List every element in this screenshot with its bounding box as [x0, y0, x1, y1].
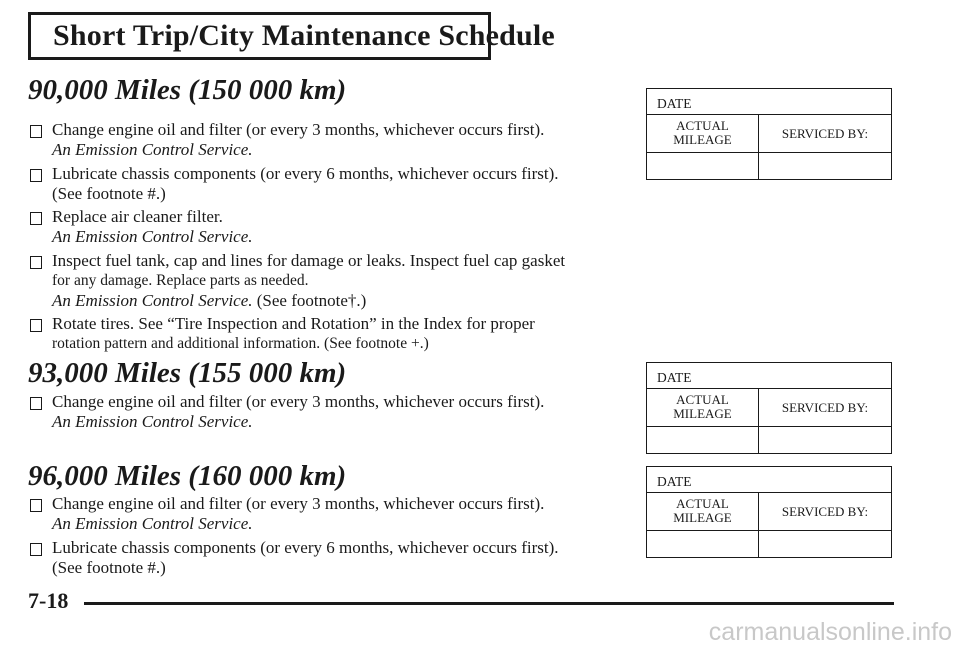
checklist-item: Replace air cleaner filter. An Emission Control Service. [30, 207, 620, 247]
checkbox-icon[interactable] [30, 319, 42, 332]
checkbox-icon[interactable] [30, 543, 42, 556]
serviced-by-label: SERVICED BY: [759, 493, 891, 531]
serviced-by-label: SERVICED BY: [759, 115, 891, 153]
checklist-item: Lubricate chassis components (or every 6 months, whichever occurs first). (See footnote #.) [30, 538, 620, 578]
page-header [28, 12, 555, 60]
checkbox-icon[interactable] [30, 212, 42, 225]
checkbox-icon[interactable] [30, 256, 42, 269]
section-title-93000: 93,000 Miles (155 000 km) [28, 357, 347, 389]
date-field[interactable]: DATE [647, 363, 891, 389]
mileage-label: ACTUAL MILEAGE [647, 115, 758, 153]
date-field[interactable]: DATE [647, 467, 891, 493]
checkbox-icon[interactable] [30, 397, 42, 410]
mileage-label: ACTUAL MILEAGE [647, 493, 758, 531]
checklist-item: Change engine oil and filter (or every 3 months, whichever occurs first). An Emission Control Service. [30, 494, 620, 534]
checkbox-icon[interactable] [30, 125, 42, 138]
checklist-item: Change engine oil and filter (or every 3 months, whichever occurs first). An Emission Control Service. [30, 120, 620, 160]
date-field[interactable]: DATE [647, 89, 891, 115]
checklist-item: Lubricate chassis components (or every 6 months, whichever occurs first). (See footnote #.) [30, 164, 620, 204]
service-record-form-90000 [646, 88, 892, 180]
page-title: Short Trip/City Maintenance Schedule [53, 19, 555, 52]
checkbox-icon[interactable] [30, 169, 42, 182]
mileage-label: ACTUAL MILEAGE [647, 389, 758, 427]
footer-divider [84, 602, 894, 605]
service-record-form-93000 [646, 362, 892, 454]
page-number: 7-18 [28, 588, 69, 613]
service-record-form-96000 [646, 466, 892, 558]
serviced-by-label: SERVICED BY: [759, 389, 891, 427]
checklist-item: Change engine oil and filter (or every 3 months, whichever occurs first). An Emission Control Service. [30, 392, 620, 432]
section-title-90000: 90,000 Miles (150 000 km) [28, 74, 347, 106]
section-title-96000: 96,000 Miles (160 000 km) [28, 460, 347, 492]
watermark: carmanualsonline.info [708, 618, 952, 646]
checkbox-icon[interactable] [30, 499, 42, 512]
checklist-item: Rotate tires. See “Tire Inspection and Rotation” in the Index for proper rotation pattern and additional information. (See footnote +.) [30, 314, 620, 354]
checklist-item: Inspect fuel tank, cap and lines for damage or leaks. Inspect fuel cap gasket for any damage. Replace parts as needed. An Emission Control Service. (See footnote†.) [30, 251, 620, 311]
